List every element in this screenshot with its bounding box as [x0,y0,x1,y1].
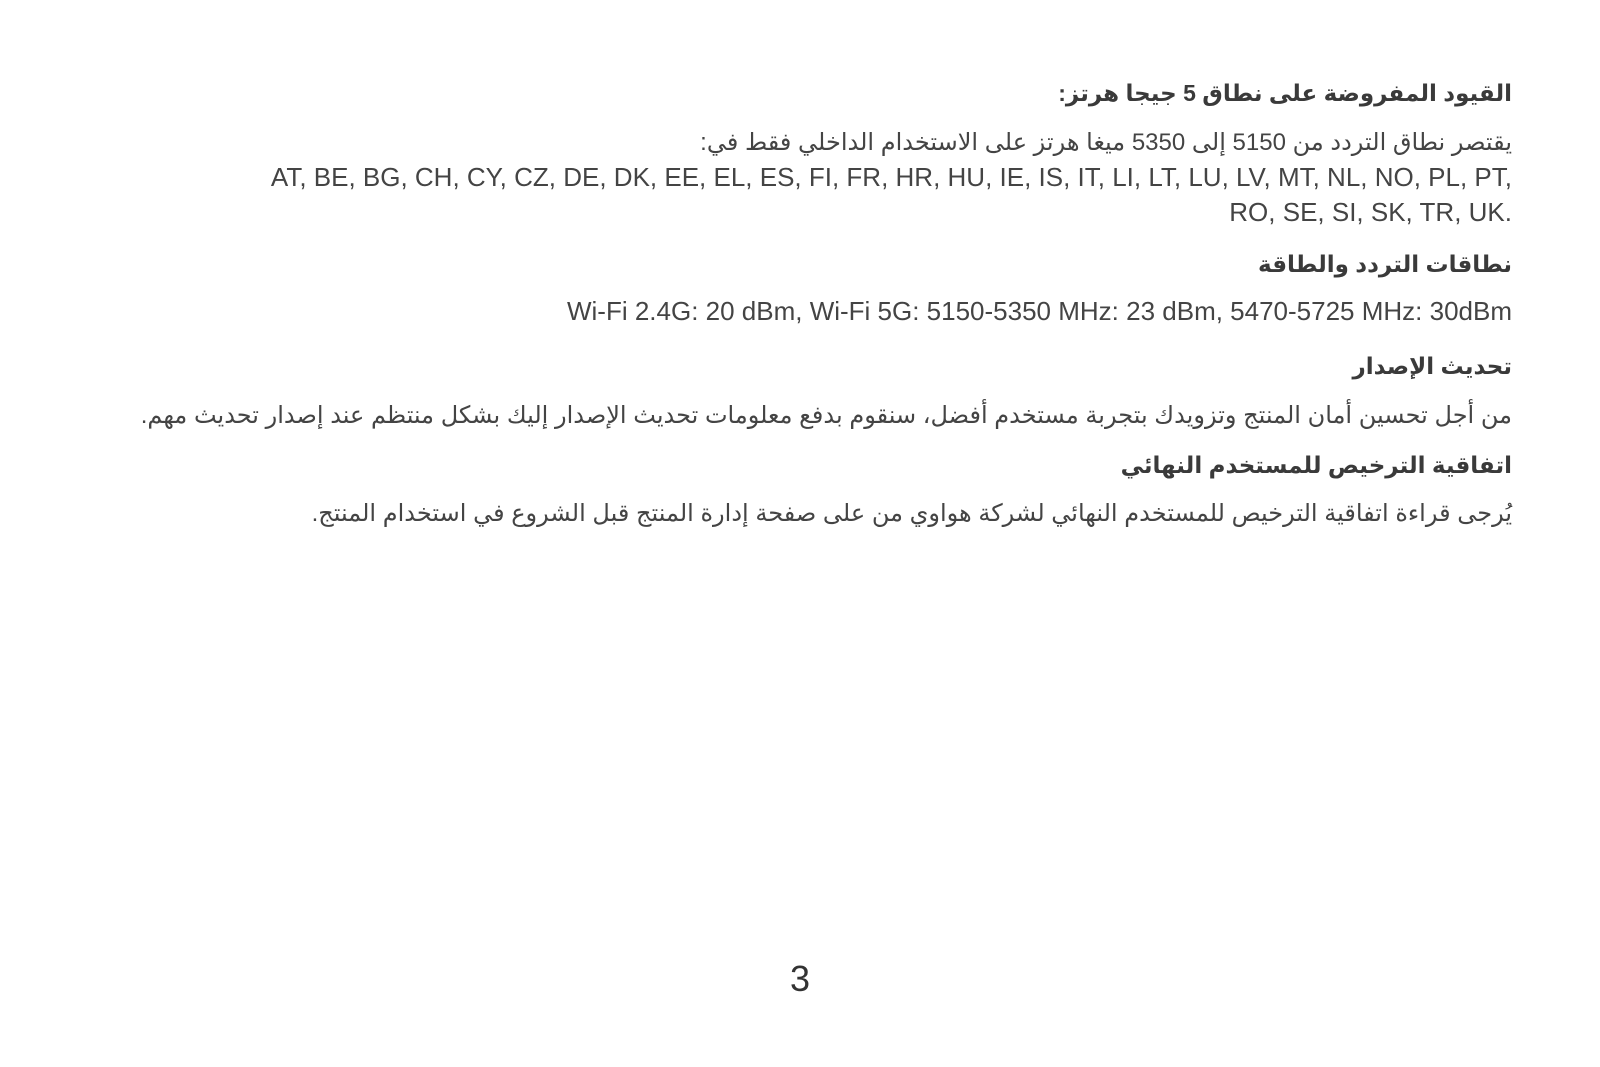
eula-body: يُرجى قراءة اتفاقية الترخيص للمستخدم النهائي لشركة هواوي من على صفحة إدارة المنتج قبل الشروع في استخدام المنتج. [311,500,1512,528]
document-content [100,80,1512,550]
page-number: 3 [789,958,811,999]
eula-heading: اتفاقية الترخيص للمستخدم النهائي [1120,451,1512,478]
country-list-line-1: AT, BE, BG, CH, CY, CZ, DE, DK, EE, EL, ES, FI, FR, HR, HU, IE, IS, IT, LI, LT, LU, LV, MT, NL, NO, PL, PT, [270,162,1512,193]
country-list-line-2: .RO, SE, SI, SK, TR, UK [1229,197,1512,228]
country-list [100,160,1512,230]
band-restrictions-intro: يقتصر نطاق التردد من 5150 إلى 5350 ميغا هرتز على الاستخدام الداخلي فقط في: [700,128,1512,156]
band-restrictions-heading: القيود المفروضة على نطاق 5 جيجا هرتز: [1058,80,1512,106]
software-update-heading: تحديث الإصدار [1352,353,1512,380]
software-update-body: من أجل تحسين أمان المنتج وتزويدك بتجربة مستخدم أفضل، سنقوم بدفع معلومات تحديث الإصدار إليك بشكل منتظم عند إصدار تحديث مهم. [140,401,1512,429]
frequency-power-values: Wi-Fi 2.4G: 20 dBm, Wi-Fi 5G: 5150-5350 MHz: 23 dBm, 5470-5725 MHz: 30dBm [566,296,1512,327]
frequency-power-heading: نطاقات التردد والطاقة [1258,250,1512,277]
